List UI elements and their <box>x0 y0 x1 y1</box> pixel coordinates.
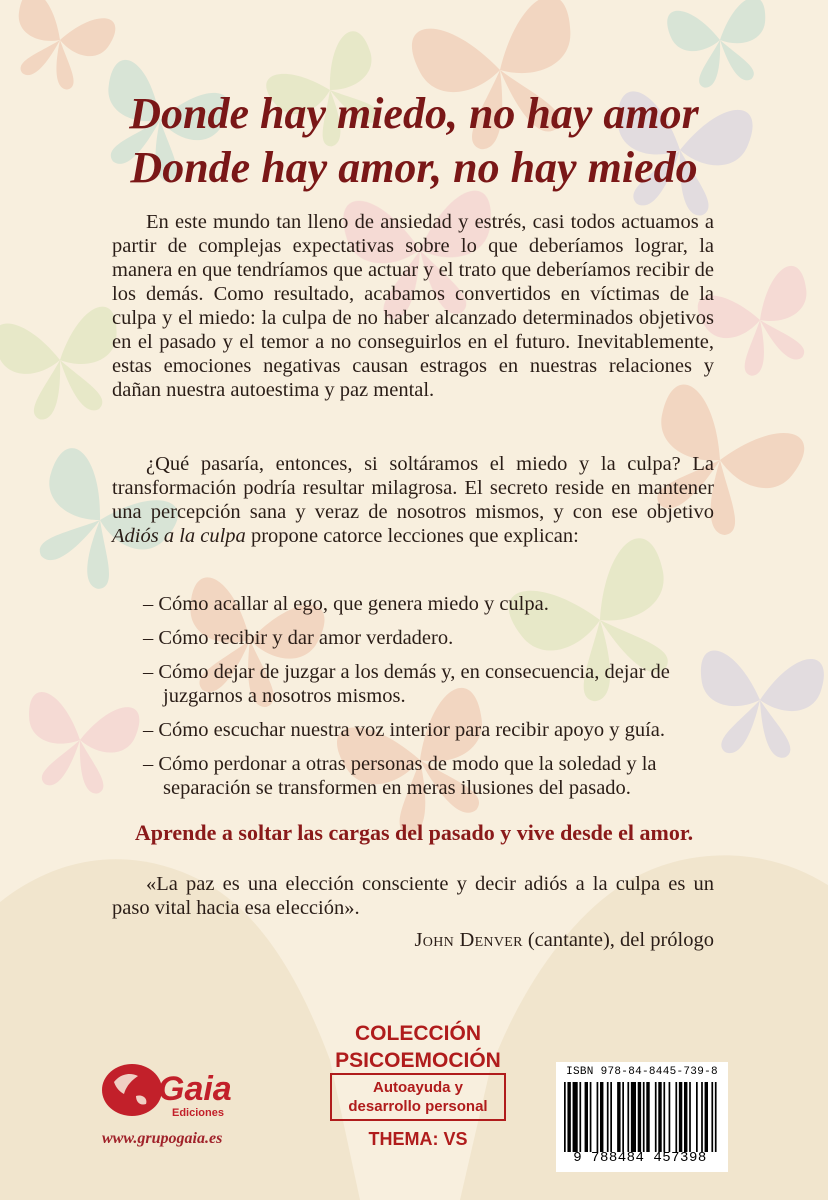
thema-code: THEMA: VS <box>368 1129 468 1149</box>
list-item: – Cómo perdonar a otras personas de modo que la soledad y la separación se transformen en meras ilusiones del pasado. <box>143 753 657 799</box>
question-paragraph-after: propone catorce lecciones que explican: <box>245 525 579 547</box>
list-item: – Cómo dejar de juzgar a los demás y, en consecuencia, dejar de juzgarnos a nosotros mismos. <box>143 661 670 707</box>
attribution-name: John Denver <box>414 929 523 951</box>
logo-wordmark: Gaia <box>158 1070 232 1108</box>
attribution <box>415 929 714 952</box>
category-box <box>330 1073 506 1121</box>
book-title: Adiós a la culpa <box>112 525 246 547</box>
barcode-digits: 9 788484 457398 <box>573 1150 707 1166</box>
category-line-2: desarrollo personal <box>348 1098 488 1115</box>
lessons-list <box>143 592 715 810</box>
headline-line-2: Donde hay amor, no hay miedo <box>130 143 698 192</box>
website-link[interactable]: www.grupogaia.es <box>102 1130 223 1147</box>
isbn-barcode <box>556 1062 728 1172</box>
intro-paragraph <box>112 210 714 402</box>
category-line-1: Autoayuda y <box>372 1079 463 1096</box>
collection-title: COLECCIÓN PSICOEMOCIÓN <box>335 1022 501 1072</box>
question-paragraph-before: ¿Qué pasaría, entonces, si soltáramos el miedo y la culpa? La transformación podría resultar milagrosa. El secreto reside en mantener una percepción sana y veraz de nosotros mismos, y con ese objetivo <box>112 453 714 523</box>
quote-text: «La paz es una elección consciente y decir adiós a la culpa es un paso vital hacia esa elección». <box>112 873 714 919</box>
quote <box>112 872 714 920</box>
tagline: Aprende a soltar las cargas del pasado y vive desde el amor. <box>134 820 694 845</box>
barcode-bars <box>564 1082 720 1152</box>
headline-line-1: Donde hay miedo, no hay amor <box>129 89 699 138</box>
list-item: – Cómo escuchar nuestra voz interior para recibir apoyo y guía. <box>143 719 665 741</box>
list-item: – Cómo acallar al ego, que genera miedo y culpa. <box>143 593 549 615</box>
attribution-rest: (cantante), del prólogo <box>522 929 714 951</box>
isbn-label: ISBN 978-84-8445-739-8 <box>566 1066 718 1078</box>
question-paragraph <box>112 452 714 548</box>
logo-subtitle: Ediciones <box>172 1107 224 1119</box>
intro-paragraph-text: En este mundo tan lleno de ansiedad y estrés, casi todos actuamos a partir de complejas expectativas sobre lo que deberíamos lograr, la manera en que tendríamos que actuar y el trato que deberíamos recibir de los demás. Como resultado, acabamos convertidos en víctimas de la culpa y el miedo: la culpa de no haber alcanzado determinados objetivos en el pasado y el temor a no conseguirlos en el futuro. Inevitablemente, estas emociones negativas causan estragos en nuestras relaciones y dañan nuestra autoestima y paz mental. <box>112 211 714 401</box>
list-item: – Cómo recibir y dar amor verdadero. <box>143 627 454 649</box>
gaia-logo <box>96 1056 256 1126</box>
